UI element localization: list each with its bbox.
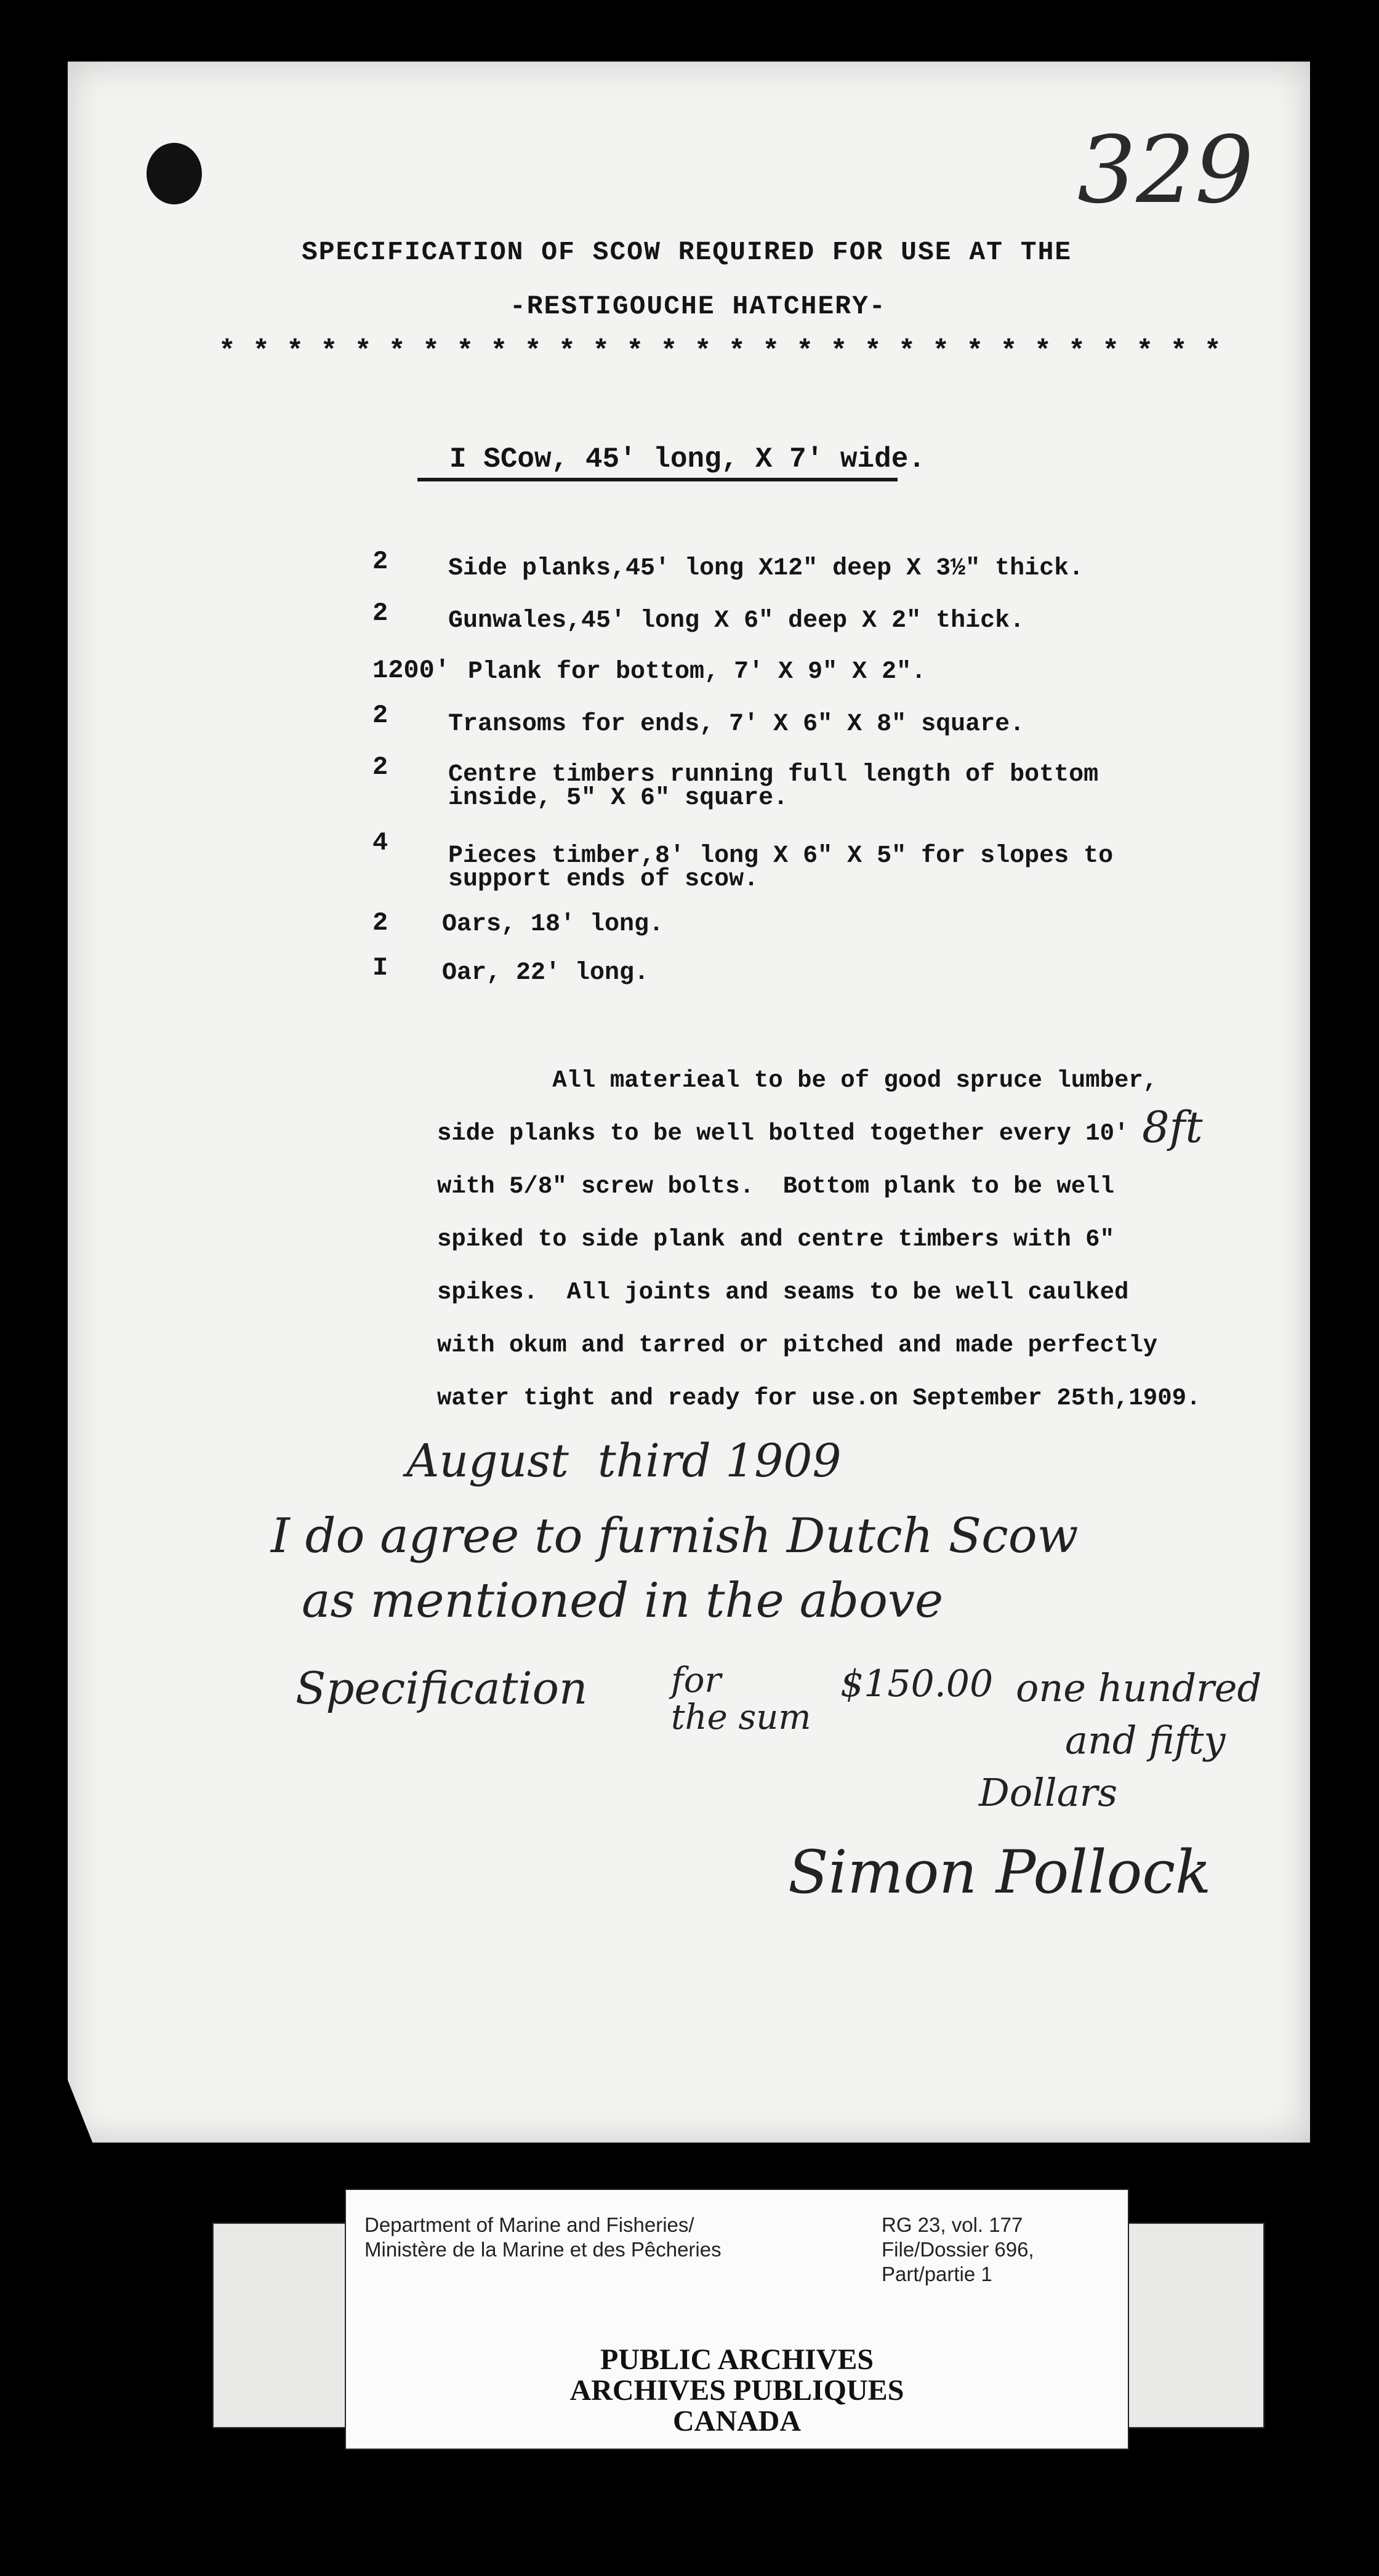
department-french: Ministère de la Marine et des Pêcheries [364, 2238, 722, 2261]
paragraph-line: side planks to be well bolted together every 10' [437, 1120, 1129, 1147]
handwritten-amount-words: one hundred [1016, 1665, 1262, 1710]
item-description: Pieces timber,8' long X 6" X 5" for slopes to support ends of scow. [448, 842, 1114, 893]
item-description: Oars, 18' long. [442, 911, 664, 938]
paragraph-line: with 5/8" screw bolts. Bottom plank to be well [437, 1173, 1114, 1200]
item-description: Transoms for ends, 7' X 6" X 8" square. [448, 710, 1025, 738]
archive-country: CANADA [673, 2405, 801, 2437]
handwritten-amount-words: Dollars [979, 1770, 1118, 1815]
item-quantity: 2 [372, 701, 388, 730]
archive-name-fr: ARCHIVES PUBLIQUES [569, 2374, 904, 2407]
item-quantity: 2 [372, 547, 388, 576]
handwritten-amount: $150.00 [840, 1662, 994, 1705]
item-quantity: 2 [372, 752, 388, 782]
page-number: 329 [1077, 117, 1254, 224]
document-subtitle: -RESTIGOUCHE HATCHERY- [510, 291, 886, 321]
scow-dimensions: I SCow, 45' long, X 7' wide. [449, 443, 925, 475]
handwritten-amount-words: and fifty [1065, 1718, 1226, 1763]
handwritten-line: as mentioned in the above [302, 1573, 944, 1628]
label-tab-left [212, 2223, 363, 2428]
paragraph-line: All materieal to be of good spruce lumber, [437, 1067, 1158, 1094]
paragraph-line: spikes. All joints and seams to be well caulked [437, 1279, 1129, 1306]
signature: Simon Pollock [788, 1838, 1212, 1907]
item-quantity: 2 [372, 908, 388, 938]
paragraph-line: water tight and ready for use.on September 25th,1909. [437, 1385, 1201, 1412]
document-title: SPECIFICATION OF SCOW REQUIRED FOR USE AT THE [302, 237, 1072, 267]
archive-label [345, 2189, 1129, 2450]
archive-name-en: PUBLIC ARCHIVES [600, 2343, 874, 2376]
punch-hole [147, 143, 202, 204]
part-reference: Part/partie 1 [882, 2263, 992, 2285]
handwritten-line: I do agree to furnish Dutch Scow [271, 1508, 1079, 1564]
item-description: Centre timbers running full length of bottom inside, 5" X 6" square. [448, 761, 1099, 812]
record-group: RG 23, vol. 177 [882, 2213, 1023, 2236]
label-tab-right [1114, 2223, 1264, 2428]
item-description: Side planks,45' long X12" deep X 3½" thick. [448, 555, 1084, 582]
handwritten-line: Specification [296, 1662, 588, 1714]
handwritten-date: August third 1909 [406, 1435, 842, 1487]
item-quantity: 1200' [372, 656, 451, 685]
file-reference: File/Dossier 696, [882, 2238, 1034, 2261]
paragraph-line: spiked to side plank and centre timbers with 6" [437, 1226, 1114, 1253]
paragraph-line: with okum and tarred or pitched and made perfectly [437, 1332, 1158, 1359]
department-english: Department of Marine and Fisheries/ [364, 2213, 694, 2236]
subtitle-underline [417, 478, 898, 481]
item-description: Plank for bottom, 7' X 9" X 2". [468, 658, 927, 686]
item-description: Oar, 22' long. [442, 959, 649, 987]
item-quantity: I [372, 953, 388, 983]
handwritten-for-the-sum: for the sum [671, 1660, 811, 1737]
ink-annotation: 8ft [1142, 1102, 1203, 1153]
item-quantity: 2 [372, 598, 388, 628]
ornament-divider: * * * * * * * * * * * * * * * * * * * * * * * * * * * * * * [219, 336, 1221, 368]
item-quantity: 4 [372, 828, 388, 858]
item-description: Gunwales,45' long X 6" deep X 2" thick. [448, 607, 1025, 635]
